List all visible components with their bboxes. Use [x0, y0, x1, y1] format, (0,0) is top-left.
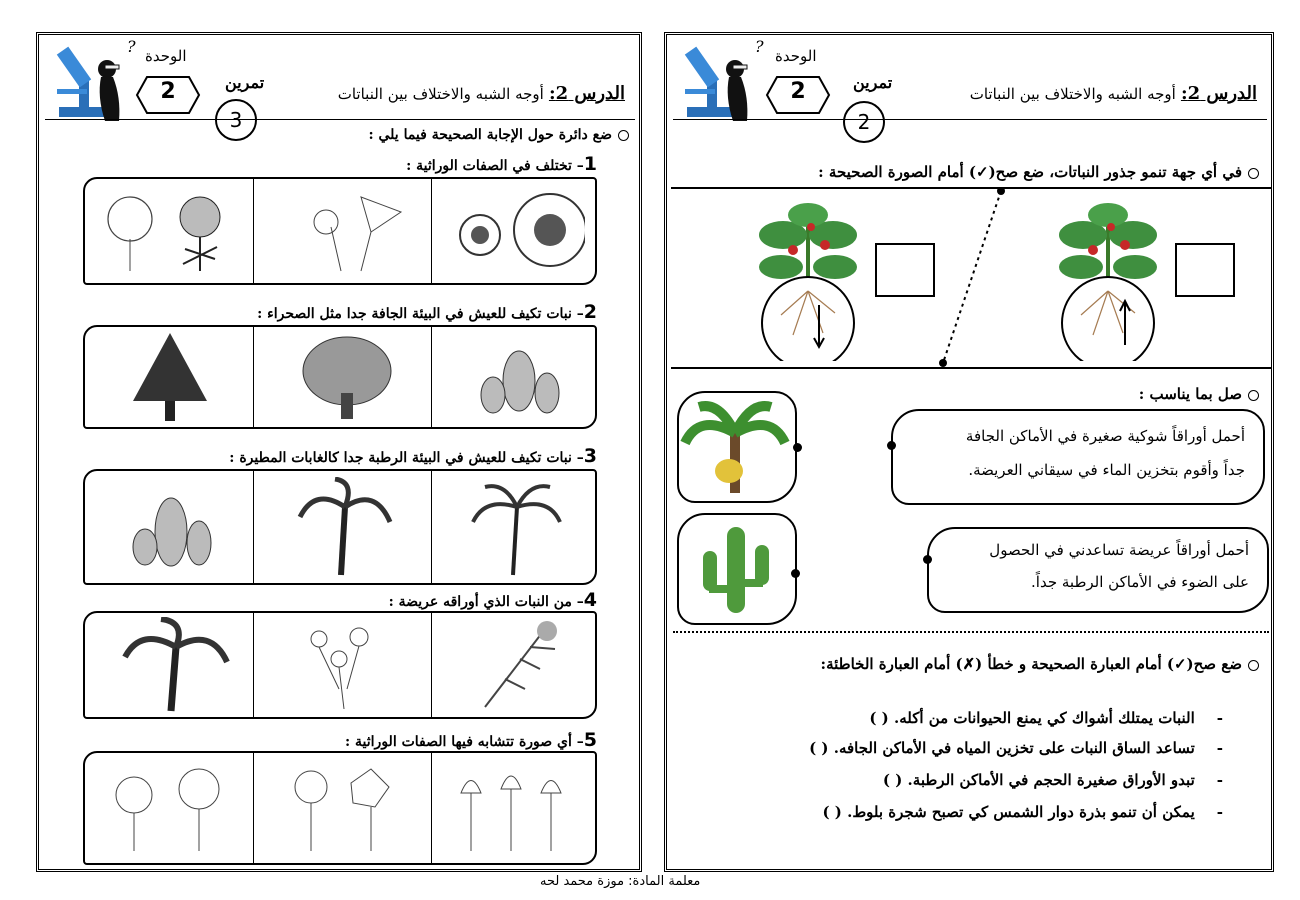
- worksheet-exercise-3: [36, 32, 642, 872]
- exercise-label: تمرين: [853, 73, 893, 92]
- plant-roots-down-image[interactable]: [753, 195, 863, 361]
- match-dot-cactus[interactable]: [791, 569, 800, 578]
- question-5: 5– أي صورة تتشابه فيها الصفات الوراثية :: [345, 729, 597, 751]
- instruction: ضع دائرة حول الإجابة الصحيحة فيما يلي :: [368, 127, 629, 143]
- rainforest-plant-description: [927, 527, 1269, 613]
- palm-tree-image[interactable]: [465, 477, 565, 577]
- match-dot-desc-2[interactable]: [923, 555, 932, 564]
- plant-roots-up-image[interactable]: [1053, 195, 1163, 361]
- desert-plant-description: [891, 409, 1265, 505]
- match-1-line-2: جداً وأقوم بتخزين الماء في سيقاني العريضة.: [968, 461, 1245, 479]
- cactus-card: [677, 513, 797, 625]
- dotted-divider: [937, 187, 1007, 367]
- teacher-footer: معلمة المادة: موزة محمد لحه: [540, 874, 701, 889]
- bullet-icon: [618, 130, 629, 141]
- cactus-image-color[interactable]: [679, 515, 791, 619]
- answer-box-roots-down[interactable]: [875, 243, 935, 297]
- herb-plant-image[interactable]: [465, 619, 575, 711]
- lesson-label: الدرس 2:: [548, 83, 625, 104]
- match-dot-banana[interactable]: [793, 443, 802, 452]
- question-mark: ?: [127, 37, 136, 56]
- answer-strip-1: [83, 177, 597, 285]
- question-2: 2– نبات تكيف للعيش في البيئة الجافة جدا مثل الصحراء :: [257, 301, 597, 323]
- tulips-image[interactable]: [441, 763, 591, 855]
- cactus-image[interactable]: [469, 331, 569, 423]
- cactus-image-2[interactable]: [121, 477, 221, 577]
- morning-glory-image[interactable]: [271, 187, 421, 273]
- exercise-label: تمرين: [225, 73, 265, 92]
- lesson-title: أوجه الشبه والاختلاف بين النباتات: [337, 85, 544, 103]
- statement-4: -يمكن أن تنمو بذرة دوار الشمس كي تصبح شجرة بلوط. ( ): [822, 803, 1223, 821]
- match-1-line-1: أحمل أوراقاً شوكية صغيرة في الأماكن الجافة: [965, 427, 1245, 445]
- answer-box-roots-up[interactable]: [1175, 243, 1235, 297]
- answer-strip-5: [83, 751, 597, 865]
- banana-tree-image-color[interactable]: [679, 393, 791, 497]
- unit-number: 2: [160, 79, 176, 104]
- banana-tree-image-2[interactable]: [121, 617, 231, 713]
- statement-1: -النبات يمتلك أشواك كي يمنع الحيوانات من أكله. ( ): [869, 709, 1223, 727]
- hibiscus-zinnia-image[interactable]: [99, 763, 239, 855]
- banana-tree-image[interactable]: [295, 477, 395, 577]
- lesson-label: الدرس 2:: [1180, 83, 1257, 104]
- bullet-icon: [1248, 390, 1259, 401]
- unit-label: الوحدة: [145, 47, 187, 65]
- header-divider: [673, 119, 1267, 120]
- match-2-line-1: أحمل أوراقاً عريضة تساعدني في الحصول: [989, 541, 1249, 559]
- match-2-line-2: على الضوء في الأماكن الرطبة جداً.: [1031, 573, 1249, 591]
- zinnia-flower-image[interactable]: [271, 763, 421, 855]
- worksheet-exercise-2: [664, 32, 1274, 872]
- unit-label: الوحدة: [775, 47, 817, 65]
- hibiscus-chrysanthemum-image[interactable]: [95, 189, 245, 273]
- sunflower-image[interactable]: [445, 185, 585, 275]
- question-4: 4– من النبات الذي أوراقه عريضة :: [388, 589, 597, 611]
- section-divider: [673, 631, 1269, 633]
- answer-strip-4: [83, 611, 597, 719]
- chamomile-image[interactable]: [289, 619, 399, 711]
- roots-question: في أي جهة تنمو جذور النباتات، ضع صح(✓) أمام الصورة الصحيحة :: [818, 163, 1259, 181]
- exercise-number: 3: [215, 99, 257, 141]
- exercise-number: 2: [843, 101, 885, 143]
- bullet-icon: [1248, 168, 1259, 179]
- answer-strip-2: [83, 325, 597, 429]
- statement-3: -تبدو الأوراق صغيرة الحجم في الأماكن الرطبة. ( ): [882, 771, 1223, 789]
- bullet-icon: [1248, 660, 1259, 671]
- question-mark: ?: [755, 37, 764, 56]
- pine-tree-image[interactable]: [125, 331, 215, 423]
- banana-tree-card: [677, 391, 797, 503]
- oak-tree-image[interactable]: [297, 333, 397, 421]
- match-question: صل بما يناسب :: [1139, 385, 1259, 403]
- question-1: 1– تختلف في الصفات الوراثية :: [406, 153, 597, 175]
- question-3: 3– نبات تكيف للعيش في البيئة الرطبة جدا كالغابات المطيرة :: [229, 445, 597, 467]
- true-false-question: ضع صح(✓) أمام العبارة الصحيحة و خطأ (✗) أمام العبارة الخاطئة:: [821, 655, 1259, 673]
- match-dot-desc-1[interactable]: [887, 441, 896, 450]
- unit-number: 2: [790, 79, 806, 104]
- answer-strip-3: [83, 469, 597, 585]
- header-divider: [45, 119, 635, 120]
- lesson-title: أوجه الشبه والاختلاف بين النباتات: [969, 85, 1176, 103]
- statement-2: -تساعد الساق النبات على تخزين المياه في الأماكن الجافه. ( ): [809, 739, 1223, 757]
